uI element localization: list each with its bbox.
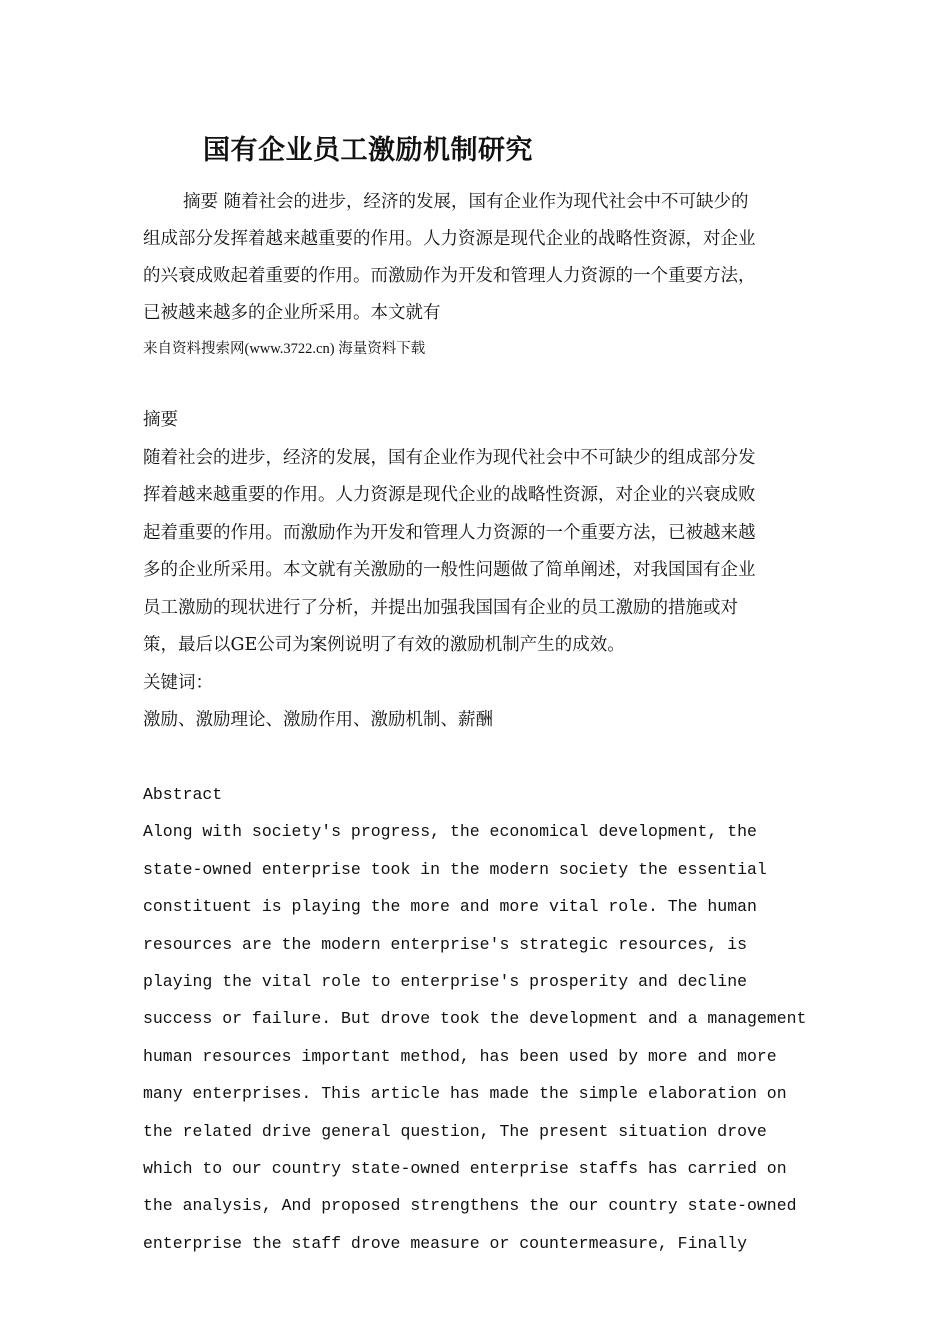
abstract-heading: 摘要 [143,410,178,430]
english-abstract-line: which to our country state-owned enterprise staffs has carried on [143,1159,787,1179]
abstract-line: 员工激励的现状进行了分析，并提出加强我国国有企业的员工激励的措施或对 [143,597,738,618]
intro-paragraph [143,184,813,332]
intro-line: 已被越来越多的企业所采用。本文就有 [143,303,441,323]
english-abstract-line: human resources important method, has been used by more and more [143,1046,777,1066]
intro-line: 的兴衰成败起着重要的作用。而激励作为开发和管理人力资源的一个重要方法， [143,266,756,286]
source-line: 来自资料搜索网(www.3722.cn) 海量资料下载 [143,341,426,357]
english-abstract-line: resources are the modern enterprise's strategic resources, is [143,934,747,954]
intro-line: 组成部分发挥着越来越重要的作用。人力资源是现代企业的战略性资源，对企业 [143,229,756,249]
english-abstract-line: enterprise the staff drove measure or countermeasure, Finally [143,1233,747,1253]
english-abstract-line: state-owned enterprise took in the modern society the essential [143,859,767,879]
abstract-line: 起着重要的作用。而激励作为开发和管理人力资源的一个重要方法，已被越来越 [143,522,756,543]
abstract-line: 随着社会的进步，经济的发展，国有企业作为现代社会中不可缺少的组成部分发 [143,447,756,468]
abstract-cn-section [143,402,823,740]
abstract-line: 策，最后以GE公司为案例说明了有效的激励机制产生的成效。 [143,635,625,655]
keywords-list: 激励、激励理论、激励作用、激励机制、薪酬 [143,710,493,730]
english-abstract-line: many enterprises. This article has made the simple elaboration on [143,1084,787,1104]
abstract-en-section [143,776,823,1262]
keywords-heading: 关键词： [143,672,213,693]
english-abstract-line: success or failure. But drove took the development and a management [143,1009,807,1029]
english-abstract-line: Along with society's progress, the economical development, the [143,822,757,842]
english-abstract-line: constituent is playing the more and more vital role. The human [143,897,757,917]
intro-line: 摘要 随着社会的进步，经济的发展，国有企业作为现代社会中不可缺少的 [183,192,749,212]
abstract-line: 挥着越来越重要的作用。人力资源是现代企业的战略性资源，对企业的兴衰成败 [143,485,756,505]
abstract-line: 多的企业所采用。本文就有关激励的一般性问题做了简单阐述，对我国国有企业 [143,560,756,580]
english-abstract-line: playing the vital role to enterprise's prosperity and decline [143,972,747,992]
english-abstract-line: the related drive general question, The present situation drove [143,1121,767,1141]
document-title: 国有企业员工激励机制研究 [203,135,533,166]
english-abstract-line: the analysis, And proposed strengthens the our country state-owned [143,1196,797,1216]
english-abstract-heading: Abstract [143,785,223,804]
